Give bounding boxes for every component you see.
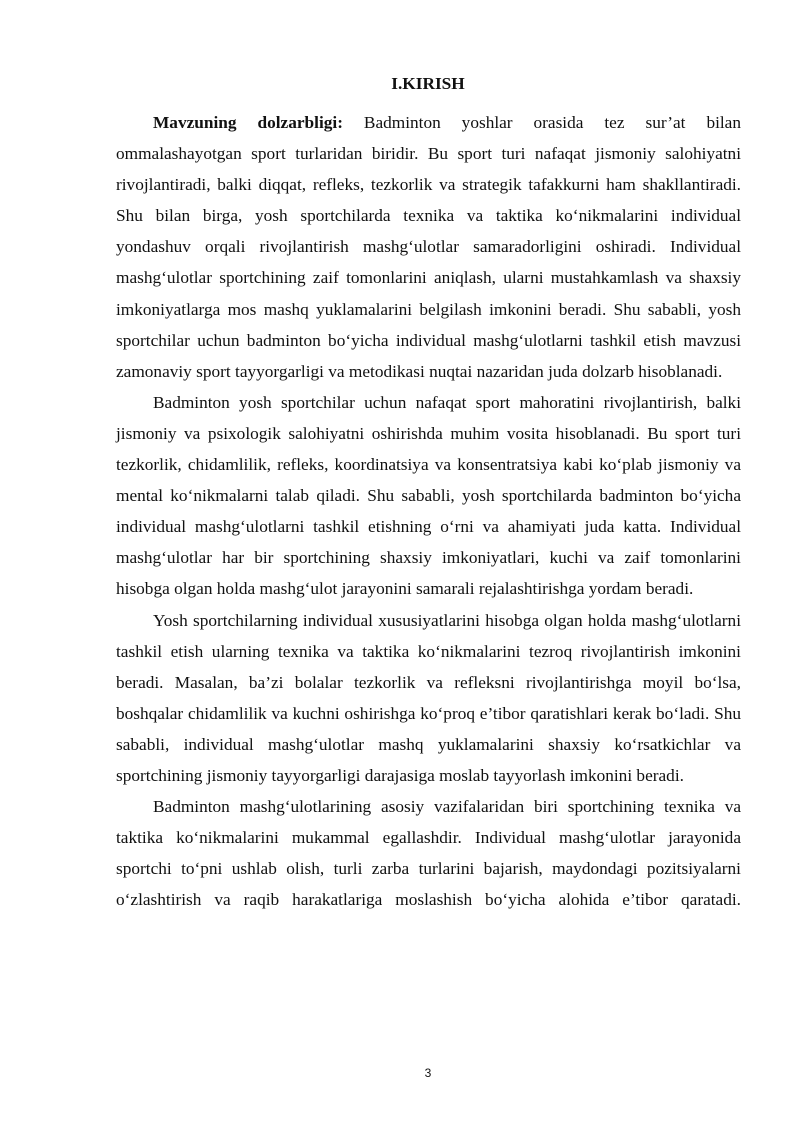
section-heading: I.KIRISH xyxy=(391,74,465,93)
paragraph-text: Badminton yosh sportchilar uchun nafaqat sport mahoratini rivojlantirish, balki jismoniy va psixologik salohiyatni oshirishda muhim vosita hisoblanadi. Bu sport turi tezkorlik, chidamlilik, refleks, koordinatsiya va konsentratsiya kabi ko‘plab jismoniy va mental ko‘nikmalarni talab qiladi. Shu sababli, yosh sportchilarda badminton bo‘yicha individual mashg‘ulotlarni tashkil etishning o‘rni va ahamiyati juda katta. Individual mashg‘ulotlar har bir sportchining shaxsiy imkoniyatlari, kuchi va zaif tomonlarini hisobga olgan holda mashg‘ulot jarayonini samarali rejalashtirishga yordam beradi. xyxy=(116,392,741,599)
page-number: 3 xyxy=(424,1066,432,1080)
paragraph-text: Badminton yoshlar orasida tez sur’at bilan ommalashayotgan sport turlaridan biridir. Bu sport turi nafaqat jismoniy salohiyatni rivojlantiradi, balki diqqat, refleks, tezkorlik va strategik tafakkurni ham shakllantiradi. Shu bilan birga, yosh sportchilarda texnika va taktika ko‘nikmalarini individual yondashuv orqali rivojlantirish mashg‘ulotlar samaradorligini oshiradi. Individual mashg‘ulotlar sportchining zaif tomonlarini aniqlash, ularni mustahkamlash va shaxsiy imkoniyatlarga mos mashq yuklamalarini belgilash imkonini beradi. Shu sababli, yosh sportchilar uchun badminton bo‘yicha individual mashg‘ulotlarni tashkil etish mavzusi zamonaviy sport tayyorgarligi va metodikasi nuqtai nazaridan juda dolzarb hisoblanadi. xyxy=(116,113,741,381)
paragraph xyxy=(116,791,741,915)
paragraph-relevance xyxy=(116,107,741,387)
body-text xyxy=(116,107,741,915)
paragraph xyxy=(116,387,741,605)
paragraph xyxy=(116,605,741,792)
paragraph-lead: Mavzuning dolzarbligi: xyxy=(153,113,343,132)
paragraph-text: Yosh sportchilarning individual xususiyatlarini hisobga olgan holda mashg‘ulotlarni tashkil etish ularning texnika va taktika ko‘nikmalarini tezroq rivojlantirish imkonini beradi. Masalan, ba’zi bolalar tezkorlik va refleksni rivojlantirishga moyil bo‘lsa, boshqalar chidamlilik va kuchni oshirishga ko‘proq e’tibor qaratishlari kerak bo‘ladi. Shu sababli, individual mashg‘ulotlar mashq yuklamalarini shaxsiy ko‘rsatkichlar va sportchining jismoniy tayyorgarligi darajasiga moslab tayyorlash imkonini beradi. xyxy=(116,610,741,785)
paragraph-text: Badminton mashg‘ulotlarining asosiy vazifalaridan biri sportchining texnika va taktika ko‘nikmalarini mukammal egallashdir. Individual mashg‘ulotlar jarayonida sportchi to‘pni ushlab olish, turli zarba turlarini bajarish, maydondagi pozitsiyalarni o‘zlashtirish va raqib harakatlariga moslashish bo‘yicha alohida e’tibor qaratadi. xyxy=(116,797,741,910)
